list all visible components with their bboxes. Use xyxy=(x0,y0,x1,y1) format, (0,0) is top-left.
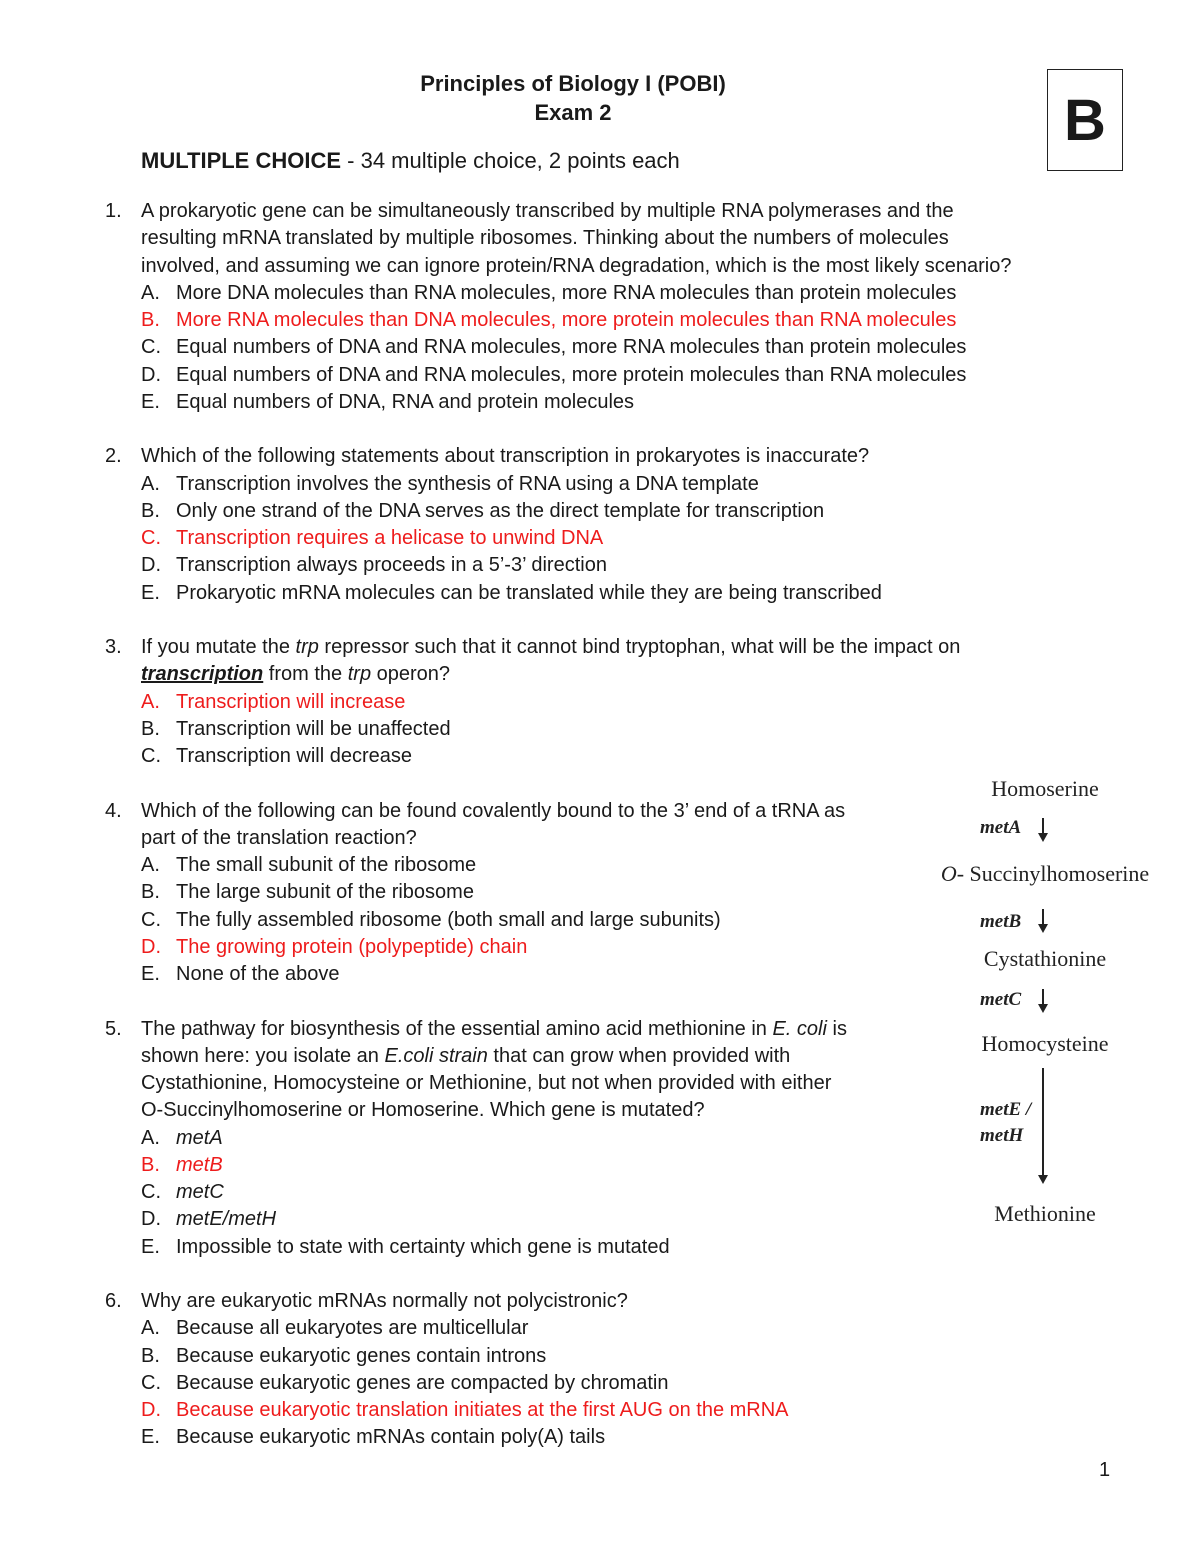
answer-option xyxy=(0,1234,1011,1261)
text-segment: trp xyxy=(347,663,372,686)
text-segment: involved, and assuming we can ignore protein/RNA degradation, which is the most likely scenario? xyxy=(141,254,1012,277)
text-segment: Impossible to state with certainty which gene is mutated xyxy=(176,1235,670,1258)
question-text-line xyxy=(0,661,1011,688)
question-2 xyxy=(0,443,1011,607)
option-letter: C. xyxy=(141,745,161,767)
text-segment: shown here: you isolate an xyxy=(141,1044,385,1067)
text-segment: E.coli strain xyxy=(384,1044,488,1067)
answer-option-correct xyxy=(0,525,1011,552)
option-letter: D. xyxy=(141,935,161,958)
option-letter: E. xyxy=(141,581,160,604)
text-segment: Equal numbers of DNA, RNA and protein molecules xyxy=(176,390,635,413)
o-prefix: O- xyxy=(940,861,965,886)
text-segment: More DNA molecules than RNA molecules, more RNA molecules than protein molecules xyxy=(176,281,957,304)
gene-metE: metE / xyxy=(980,1099,1032,1120)
text-segment: Because eukaryotic mRNAs contain poly(A) tails xyxy=(176,1426,606,1449)
answer-option xyxy=(0,1343,1011,1370)
text-segment: from the xyxy=(263,663,348,686)
question-number: 6. xyxy=(105,1290,122,1312)
methionine-pathway-diagram xyxy=(920,770,1170,1240)
option-letter: D. xyxy=(141,554,161,577)
text-segment: Which of the following statements about transcription in prokaryotes is inaccurate? xyxy=(141,445,870,468)
answer-option xyxy=(0,852,1011,879)
answer-option-correct xyxy=(0,689,1011,716)
text-segment: The large subunit of the ribosome xyxy=(176,881,474,904)
question-number: 5. xyxy=(105,1017,122,1040)
text-segment: Transcription requires a helicase to unwind DNA xyxy=(176,527,604,549)
answer-option-correct xyxy=(0,1152,1011,1179)
answer-option xyxy=(0,471,1011,498)
option-letter: D. xyxy=(141,363,161,386)
question-text-line xyxy=(0,1097,1011,1124)
gene-metC: metC xyxy=(980,989,1022,1010)
section-heading xyxy=(141,148,680,174)
option-letter: A. xyxy=(141,1317,160,1340)
option-letter: E. xyxy=(141,390,160,413)
gene-metB: metB xyxy=(980,911,1022,932)
text-segment: Equal numbers of DNA and RNA molecules, more RNA molecules than protein molecules xyxy=(176,336,967,359)
text-segment: metC xyxy=(176,1181,224,1203)
option-letter: A. xyxy=(141,472,160,495)
answer-option xyxy=(0,1370,1011,1397)
text-segment: The small subunit of the ribosome xyxy=(176,854,477,876)
question-4 xyxy=(0,798,1011,989)
text-segment: Because eukaryotic genes are compacted by chromatin xyxy=(176,1371,669,1394)
text-segment: Transcription will be unaffected xyxy=(176,717,451,740)
compound-cystathionine: Cystathionine xyxy=(983,946,1107,971)
option-letter: D. xyxy=(141,1399,161,1421)
page-number: 1 xyxy=(1099,1459,1111,1481)
arrow-down-icon xyxy=(1042,1068,1044,1182)
compound-name: Succinylhomoserine xyxy=(969,861,1150,886)
text-segment: The fully assembled ribosome (both small and large subunits) xyxy=(176,908,721,931)
exam-subtitle: Exam 2 xyxy=(534,100,612,125)
exam-version-box: B xyxy=(1047,69,1123,171)
answer-option xyxy=(0,1206,1011,1233)
text-segment: Why are eukaryotic mRNAs normally not polycistronic? xyxy=(141,1290,628,1312)
exam-title: Principles of Biology I (POBI) xyxy=(420,71,726,96)
answer-option xyxy=(0,743,1011,770)
answer-option-correct xyxy=(0,1397,1011,1424)
text-segment: A prokaryotic gene can be simultaneously transcribed by multiple RNA polymerases and the xyxy=(141,200,954,222)
option-letter: A. xyxy=(141,1126,160,1149)
question-3 xyxy=(0,634,1011,770)
text-segment: Transcription will decrease xyxy=(176,745,413,767)
text-segment: The growing protein (polypeptide) chain xyxy=(176,935,528,958)
question-text-line xyxy=(0,1070,1011,1097)
text-segment: trp xyxy=(295,636,319,658)
text-segment: More RNA molecules than DNA molecules, more protein molecules than RNA molecules xyxy=(176,309,957,331)
text-segment: E. coli xyxy=(772,1017,827,1040)
question-5 xyxy=(0,1016,1011,1261)
text-segment: is xyxy=(826,1017,847,1040)
text-segment: Equal numbers of DNA and RNA molecules, more protein molecules than RNA molecules xyxy=(176,363,967,386)
arrow-down-icon xyxy=(1042,989,1044,1011)
answer-option-correct xyxy=(0,934,1011,961)
text-segment: resulting mRNA translated by multiple ribosomes. Thinking about the numbers of molecules xyxy=(141,227,949,250)
option-letter: E. xyxy=(141,1426,160,1449)
answer-option xyxy=(0,961,1011,988)
answer-option xyxy=(0,1125,1011,1152)
answer-option xyxy=(0,1315,1011,1342)
text-segment: Because all eukaryotes are multicellular xyxy=(176,1317,529,1340)
option-letter: B. xyxy=(141,309,160,331)
option-letter: C. xyxy=(141,1371,161,1394)
text-segment: transcription xyxy=(141,663,264,686)
option-letter: B. xyxy=(141,499,160,522)
text-segment: Transcription involves the synthesis of RNA using a DNA template xyxy=(176,472,759,495)
answer-option xyxy=(0,552,1011,579)
text-segment: repressor such that it cannot bind tryptophan, what will be the impact on xyxy=(318,636,961,658)
text-segment: operon? xyxy=(371,663,451,686)
compound-methionine: Methionine xyxy=(994,1201,1096,1226)
text-segment: Cystathionine, Homocysteine or Methionine, but not when provided with either xyxy=(141,1072,832,1094)
text-segment: Which of the following can be found covalently bound to the 3’ end of a tRNA as xyxy=(141,799,846,822)
text-segment: Transcription always proceeds in a 5’-3’ direction xyxy=(176,554,607,577)
text-segment: Only one strand of the DNA serves as the direct template for transcription xyxy=(176,499,825,522)
question-text-line xyxy=(0,225,1011,252)
answer-option xyxy=(0,280,1011,307)
text-segment: The pathway for biosynthesis of the essential amino acid methionine in xyxy=(141,1017,773,1040)
question-text-line xyxy=(0,198,1011,225)
answer-option xyxy=(0,1424,1011,1451)
question-text-line xyxy=(0,443,1011,470)
compound-homocysteine: Homocysteine xyxy=(981,1031,1109,1056)
question-number: 2. xyxy=(105,445,122,468)
question-text-line xyxy=(0,253,1011,280)
text-segment: Because eukaryotic genes contain introns xyxy=(176,1344,547,1367)
option-letter: C. xyxy=(141,908,161,931)
text-segment: metB xyxy=(176,1153,223,1176)
text-segment: part of the translation reaction? xyxy=(141,826,417,849)
text-segment: Prokaryotic mRNA molecules can be translated while they are being transcribed xyxy=(176,581,882,604)
text-segment: O-Succinylhomoserine or Homoserine. Which gene is mutated? xyxy=(141,1099,705,1122)
text-segment: Because eukaryotic translation initiates at the first AUG on the mRNA xyxy=(176,1399,789,1421)
compound-homoserine: Homoserine xyxy=(991,776,1099,801)
question-text-line xyxy=(0,1016,1011,1043)
option-letter: C. xyxy=(141,527,161,549)
text-segment: Transcription will increase xyxy=(176,690,406,713)
option-letter: A. xyxy=(141,281,160,304)
question-number: 3. xyxy=(105,636,122,658)
text-segment: metA xyxy=(176,1126,223,1149)
answer-option xyxy=(0,389,1011,416)
question-number: 4. xyxy=(105,799,122,822)
section-heading-bold: MULTIPLE CHOICE xyxy=(141,148,342,173)
text-segment: metE/metH xyxy=(176,1208,277,1231)
gene-metA: metA xyxy=(980,817,1022,838)
option-letter: A. xyxy=(141,690,160,713)
option-letter: E. xyxy=(141,963,160,985)
question-1 xyxy=(0,198,1011,416)
answer-option xyxy=(0,362,1011,389)
option-letter: C. xyxy=(141,336,161,359)
option-letter: B. xyxy=(141,881,160,904)
option-letter: B. xyxy=(141,1153,160,1176)
question-text-line xyxy=(0,825,1011,852)
answer-option xyxy=(0,907,1011,934)
text-segment: None of the above xyxy=(176,963,340,985)
text-segment: that can grow when provided with xyxy=(487,1044,791,1067)
answer-option xyxy=(0,1179,1011,1206)
answer-option xyxy=(0,580,1011,607)
option-letter: C. xyxy=(141,1181,161,1203)
option-letter: B. xyxy=(141,717,160,740)
question-text-line xyxy=(0,1043,1011,1070)
answer-option xyxy=(0,334,1011,361)
answer-option xyxy=(0,879,1011,906)
arrow-down-icon xyxy=(1042,909,1044,931)
option-letter: E. xyxy=(141,1235,160,1258)
arrow-down-icon xyxy=(1042,818,1044,840)
answer-option xyxy=(0,498,1011,525)
option-letter: B. xyxy=(141,1344,160,1367)
question-6 xyxy=(0,1288,1011,1452)
question-list xyxy=(0,198,1011,1479)
option-letter: A. xyxy=(141,854,160,876)
question-text-line xyxy=(0,634,1011,661)
text-segment: If you mutate the xyxy=(141,636,296,658)
section-heading-detail: - 34 multiple choice, 2 points each xyxy=(341,148,680,173)
question-text-line xyxy=(0,1288,1011,1315)
option-letter: D. xyxy=(141,1208,161,1231)
question-text-line xyxy=(0,798,1011,825)
compound-o-succinylhomoserine xyxy=(920,861,1170,887)
question-number: 1. xyxy=(105,200,122,222)
answer-option xyxy=(0,716,1011,743)
gene-metH: metH xyxy=(980,1125,1024,1146)
answer-option-correct xyxy=(0,307,1011,334)
